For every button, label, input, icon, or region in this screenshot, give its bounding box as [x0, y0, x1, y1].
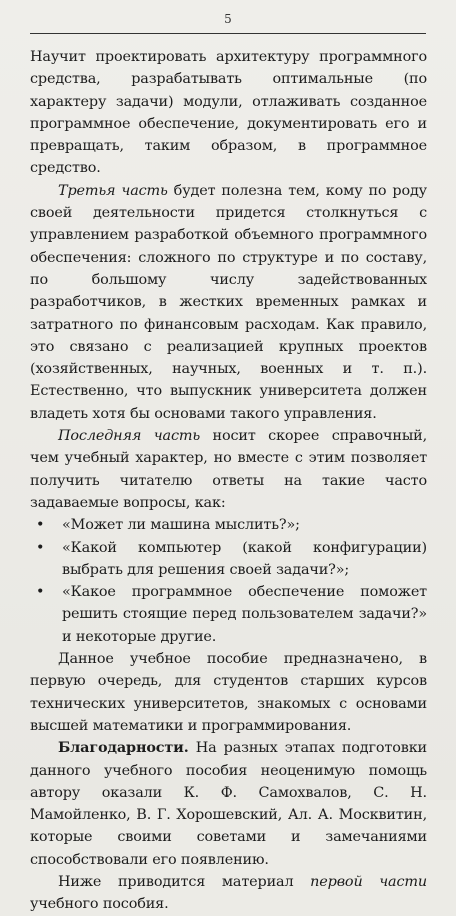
- paragraph-6-text-b: учебного пособия.: [30, 896, 169, 913]
- header-rule: [30, 33, 426, 34]
- list-item: [36, 514, 427, 536]
- paragraph-2: [30, 180, 427, 425]
- paragraph-3-lead: Последняя часть: [58, 428, 201, 445]
- page-number: 5: [224, 12, 232, 26]
- paragraph-6-emphasis: первой части: [310, 873, 428, 890]
- list-item: [36, 537, 427, 582]
- paragraph-3-text: носит скорее справочный, чем учебный характер, но вместе с этим позволяет получить читателю ответы на такие часто задаваемые вопросы, как:: [30, 428, 427, 511]
- bullet-marker: •: [36, 539, 45, 556]
- paragraph-6-text-a: Ниже приводится материал: [58, 873, 311, 890]
- paragraph-5: [30, 737, 427, 871]
- paragraph-1: Научит проектировать архитектуру программного средства, разрабатывать оптимальные (по характеру задачи) модули, отлаживать созданное программное обеспечение, документировать его и превращать, таким образом, в программное средство.: [30, 49, 427, 177]
- paragraph-2-text: будет полезна тем, кому по роду своей деятельности придется столкнуться с управлением разработкой объемного программного обеспечения: сложного по структуре и по составу, по большому числу задействованных разработчиков, в жестких временных рамках и затратного по финансовым расходам. Как правило, это связано с реализацией крупных проектов (хозяйственных, научных, военных и т. п.). Естественно, что выпускник университета должен владеть хотя бы основами такого управления.: [30, 182, 427, 422]
- list-item-text: «Может ли машина мыслить?»;: [62, 517, 300, 534]
- page-header: [30, 0, 426, 36]
- list-item-text: «Какое программное обеспечение поможет решить стоящие перед пользователем задачи?» и некоторые другие.: [62, 584, 427, 645]
- bullet-marker: •: [36, 584, 45, 601]
- paragraph-4: Данное учебное пособие предназначено, в первую очередь, для студентов старших курсов технических университетов, знакомых с основами высшей математики и программирования.: [30, 651, 427, 734]
- paragraph-6: [30, 871, 427, 916]
- page-body: [30, 46, 427, 916]
- list-item: [36, 581, 427, 648]
- list-item-text: «Какой компьютер (какой конфигурации) выбрать для решения своей задачи?»;: [62, 539, 427, 578]
- question-list: [30, 514, 427, 648]
- bullet-marker: •: [36, 517, 45, 534]
- paragraph-3: [30, 425, 427, 514]
- acknowledgements-heading: Благодарности.: [58, 739, 189, 757]
- paragraph-5-text: На разных этапах подготовки данного учебного пособия неоценимую помощь автору оказали К. Ф. Самохвалов, С. Н. Мамойленко, В. Г. Хорошевский, Ал. А. Москвитин, которые своими советами и замечаниями способствовали его появлению.: [30, 740, 427, 868]
- paragraph-2-lead: Третья часть: [58, 182, 168, 199]
